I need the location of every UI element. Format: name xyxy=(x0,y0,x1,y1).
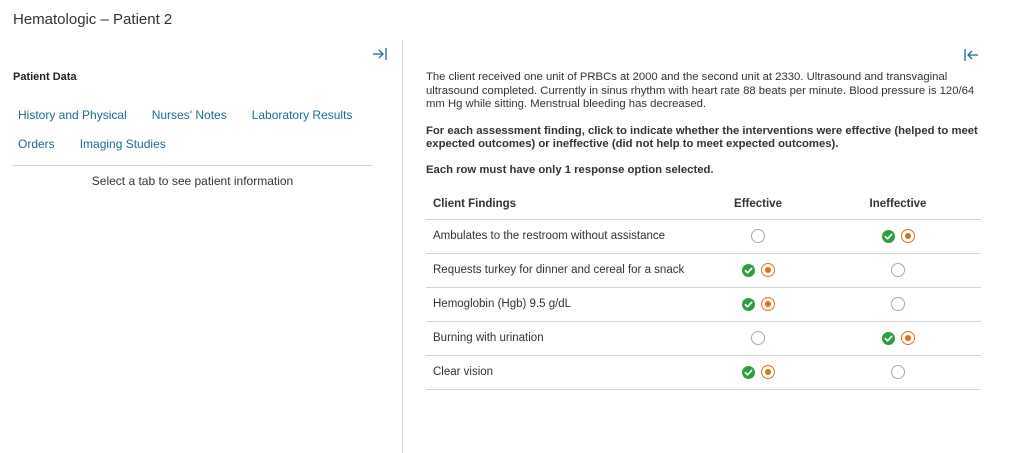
effective-cell xyxy=(701,355,815,389)
ineffective-radio[interactable] xyxy=(901,229,915,243)
effective-radio[interactable] xyxy=(761,365,775,379)
finding-label: Clear vision xyxy=(426,355,701,389)
finding-row xyxy=(426,253,981,287)
finding-label: Hemoglobin (Hgb) 9.5 g/dL xyxy=(426,287,701,321)
effective-radio[interactable] xyxy=(751,331,765,345)
patient-data-label: Patient Data xyxy=(13,71,77,83)
ineffective-option[interactable] xyxy=(891,260,905,280)
column-header-ineffective: Ineffective xyxy=(815,190,981,219)
matrix-header-row xyxy=(426,190,981,219)
finding-label: Burning with urination xyxy=(426,321,701,355)
effective-option[interactable] xyxy=(751,328,765,348)
tab-imaging-studies[interactable]: Imaging Studies xyxy=(79,136,166,151)
correct-check-icon xyxy=(742,298,755,311)
ineffective-cell xyxy=(815,355,981,389)
ineffective-radio[interactable] xyxy=(891,297,905,311)
tab-nurses-notes[interactable]: Nurses' Notes xyxy=(151,107,227,122)
effective-option[interactable] xyxy=(742,362,775,382)
correct-check-icon xyxy=(742,264,755,277)
column-header-findings: Client Findings xyxy=(426,190,701,219)
finding-row xyxy=(426,321,981,355)
effective-cell xyxy=(701,253,815,287)
ineffective-radio[interactable] xyxy=(891,365,905,379)
effective-cell xyxy=(701,287,815,321)
question-panel xyxy=(404,40,1024,453)
ineffective-option[interactable] xyxy=(882,226,915,246)
effective-cell xyxy=(701,321,815,355)
effective-option[interactable] xyxy=(751,226,765,246)
effective-radio[interactable] xyxy=(761,297,775,311)
finding-row xyxy=(426,219,981,253)
patient-data-tabs xyxy=(13,100,372,166)
effective-cell xyxy=(701,219,815,253)
ineffective-radio[interactable] xyxy=(891,263,905,277)
column-header-effective: Effective xyxy=(701,190,815,219)
finding-row xyxy=(426,287,981,321)
expand-panel-icon[interactable] xyxy=(371,46,389,62)
ineffective-option[interactable] xyxy=(882,328,915,348)
scenario-text: The client received one unit of PRBCs at 2000 and the second unit at 2330. Ultrasound and transvaginal ultrasound completed. Currently in sinus rhythm with heart rate 88 beats per minute. Blood pressure is 120/64 mm Hg while sitting. Menstrual bleeding has decreased. xyxy=(426,71,975,110)
ineffective-cell xyxy=(815,253,981,287)
correct-check-icon xyxy=(882,230,895,243)
ineffective-option[interactable] xyxy=(891,362,905,382)
effective-option[interactable] xyxy=(742,294,775,314)
tab-laboratory-results[interactable]: Laboratory Results xyxy=(251,107,353,122)
ineffective-option[interactable] xyxy=(891,294,905,314)
correct-check-icon xyxy=(882,332,895,345)
findings-matrix xyxy=(426,190,981,390)
page-title: Hematologic – Patient 2 xyxy=(13,11,173,28)
ineffective-cell xyxy=(815,219,981,253)
response-rule-text: Each row must have only 1 response option selected. xyxy=(426,163,714,176)
empty-tab-message: Select a tab to see patient information xyxy=(91,174,294,188)
ineffective-radio[interactable] xyxy=(901,331,915,345)
collapse-panel-icon[interactable] xyxy=(962,47,980,63)
effective-option[interactable] xyxy=(742,260,775,280)
ineffective-cell xyxy=(815,321,981,355)
effective-radio[interactable] xyxy=(761,263,775,277)
ineffective-cell xyxy=(815,287,981,321)
finding-label: Requests turkey for dinner and cereal for a snack xyxy=(426,253,701,287)
effective-radio[interactable] xyxy=(751,229,765,243)
correct-check-icon xyxy=(742,366,755,379)
finding-row xyxy=(426,355,981,389)
tab-history-and-physical[interactable]: History and Physical xyxy=(18,107,127,122)
tab-orders[interactable]: Orders xyxy=(18,136,55,151)
patient-data-panel xyxy=(0,40,403,453)
instruction-text: For each assessment finding, click to indicate whether the interventions were effective (helped to meet expected outcomes) or ineffective (did not help to meet expected outcomes). xyxy=(426,124,978,150)
finding-label: Ambulates to the restroom without assistance xyxy=(426,219,701,253)
